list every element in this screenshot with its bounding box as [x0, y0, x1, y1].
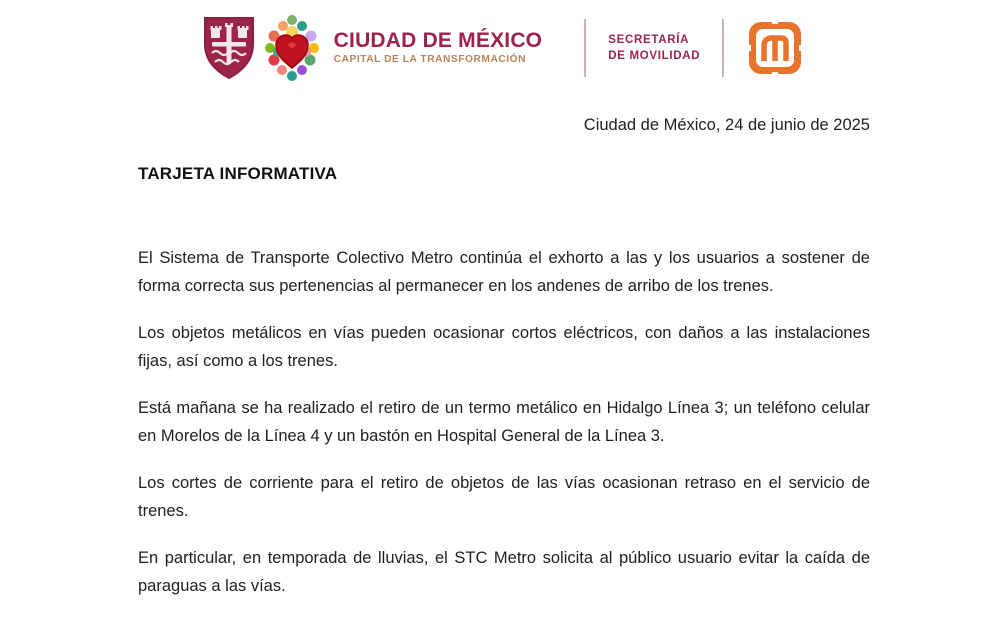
secretaria-text [608, 32, 700, 64]
brand-subtitle: CAPITAL DE LA TRANSFORMACIÓN [333, 54, 527, 66]
document-body [0, 116, 1006, 600]
paragraph: El Sistema de Transporte Colectivo Metro continúa el exhorto a las y los usuarios a sostener de forma correcta sus pertenencias al permanecer en los andenes de arribo de los trenes. [138, 249, 870, 295]
paragraph: Está mañana se ha realizado el retiro de un termo metálico en Hidalgo Línea 3; un teléfono celular en Morelos de la Línea 4 y un bastón en Hospital General de la Línea 3. [138, 399, 870, 445]
secretaria-line1: SECRETARÍA [608, 34, 690, 46]
cdmx-heart-emblem-icon [262, 12, 322, 84]
dateline: Ciudad de México, 24 de junio de 2025 [583, 116, 870, 134]
paragraph: Los cortes de corriente para el retiro de objetos de las vías ocasionan retraso en el servicio de trenes. [138, 474, 870, 520]
brand-title: CIUDAD DE MÉXICO [333, 29, 543, 53]
header-divider [584, 19, 586, 77]
secretaria-line2: DE MOVILIDAD [608, 50, 701, 62]
cdmx-crest-icon [202, 15, 256, 81]
brand-text [334, 30, 543, 66]
metro-logo-icon [746, 19, 804, 77]
header-divider [722, 19, 724, 77]
header [0, 0, 1006, 86]
body-copy [138, 244, 870, 600]
paragraph: En particular, en temporada de lluvias, el STC Metro solicita al público usuario evitar la caída de paraguas a las vías. [138, 549, 870, 595]
document-heading: TARJETA INFORMATIVA [138, 164, 338, 183]
paragraph: Los objetos metálicos en vías pueden ocasionar cortos eléctricos, con daños a las instalaciones fijas, así como a los trenes. [138, 324, 870, 370]
